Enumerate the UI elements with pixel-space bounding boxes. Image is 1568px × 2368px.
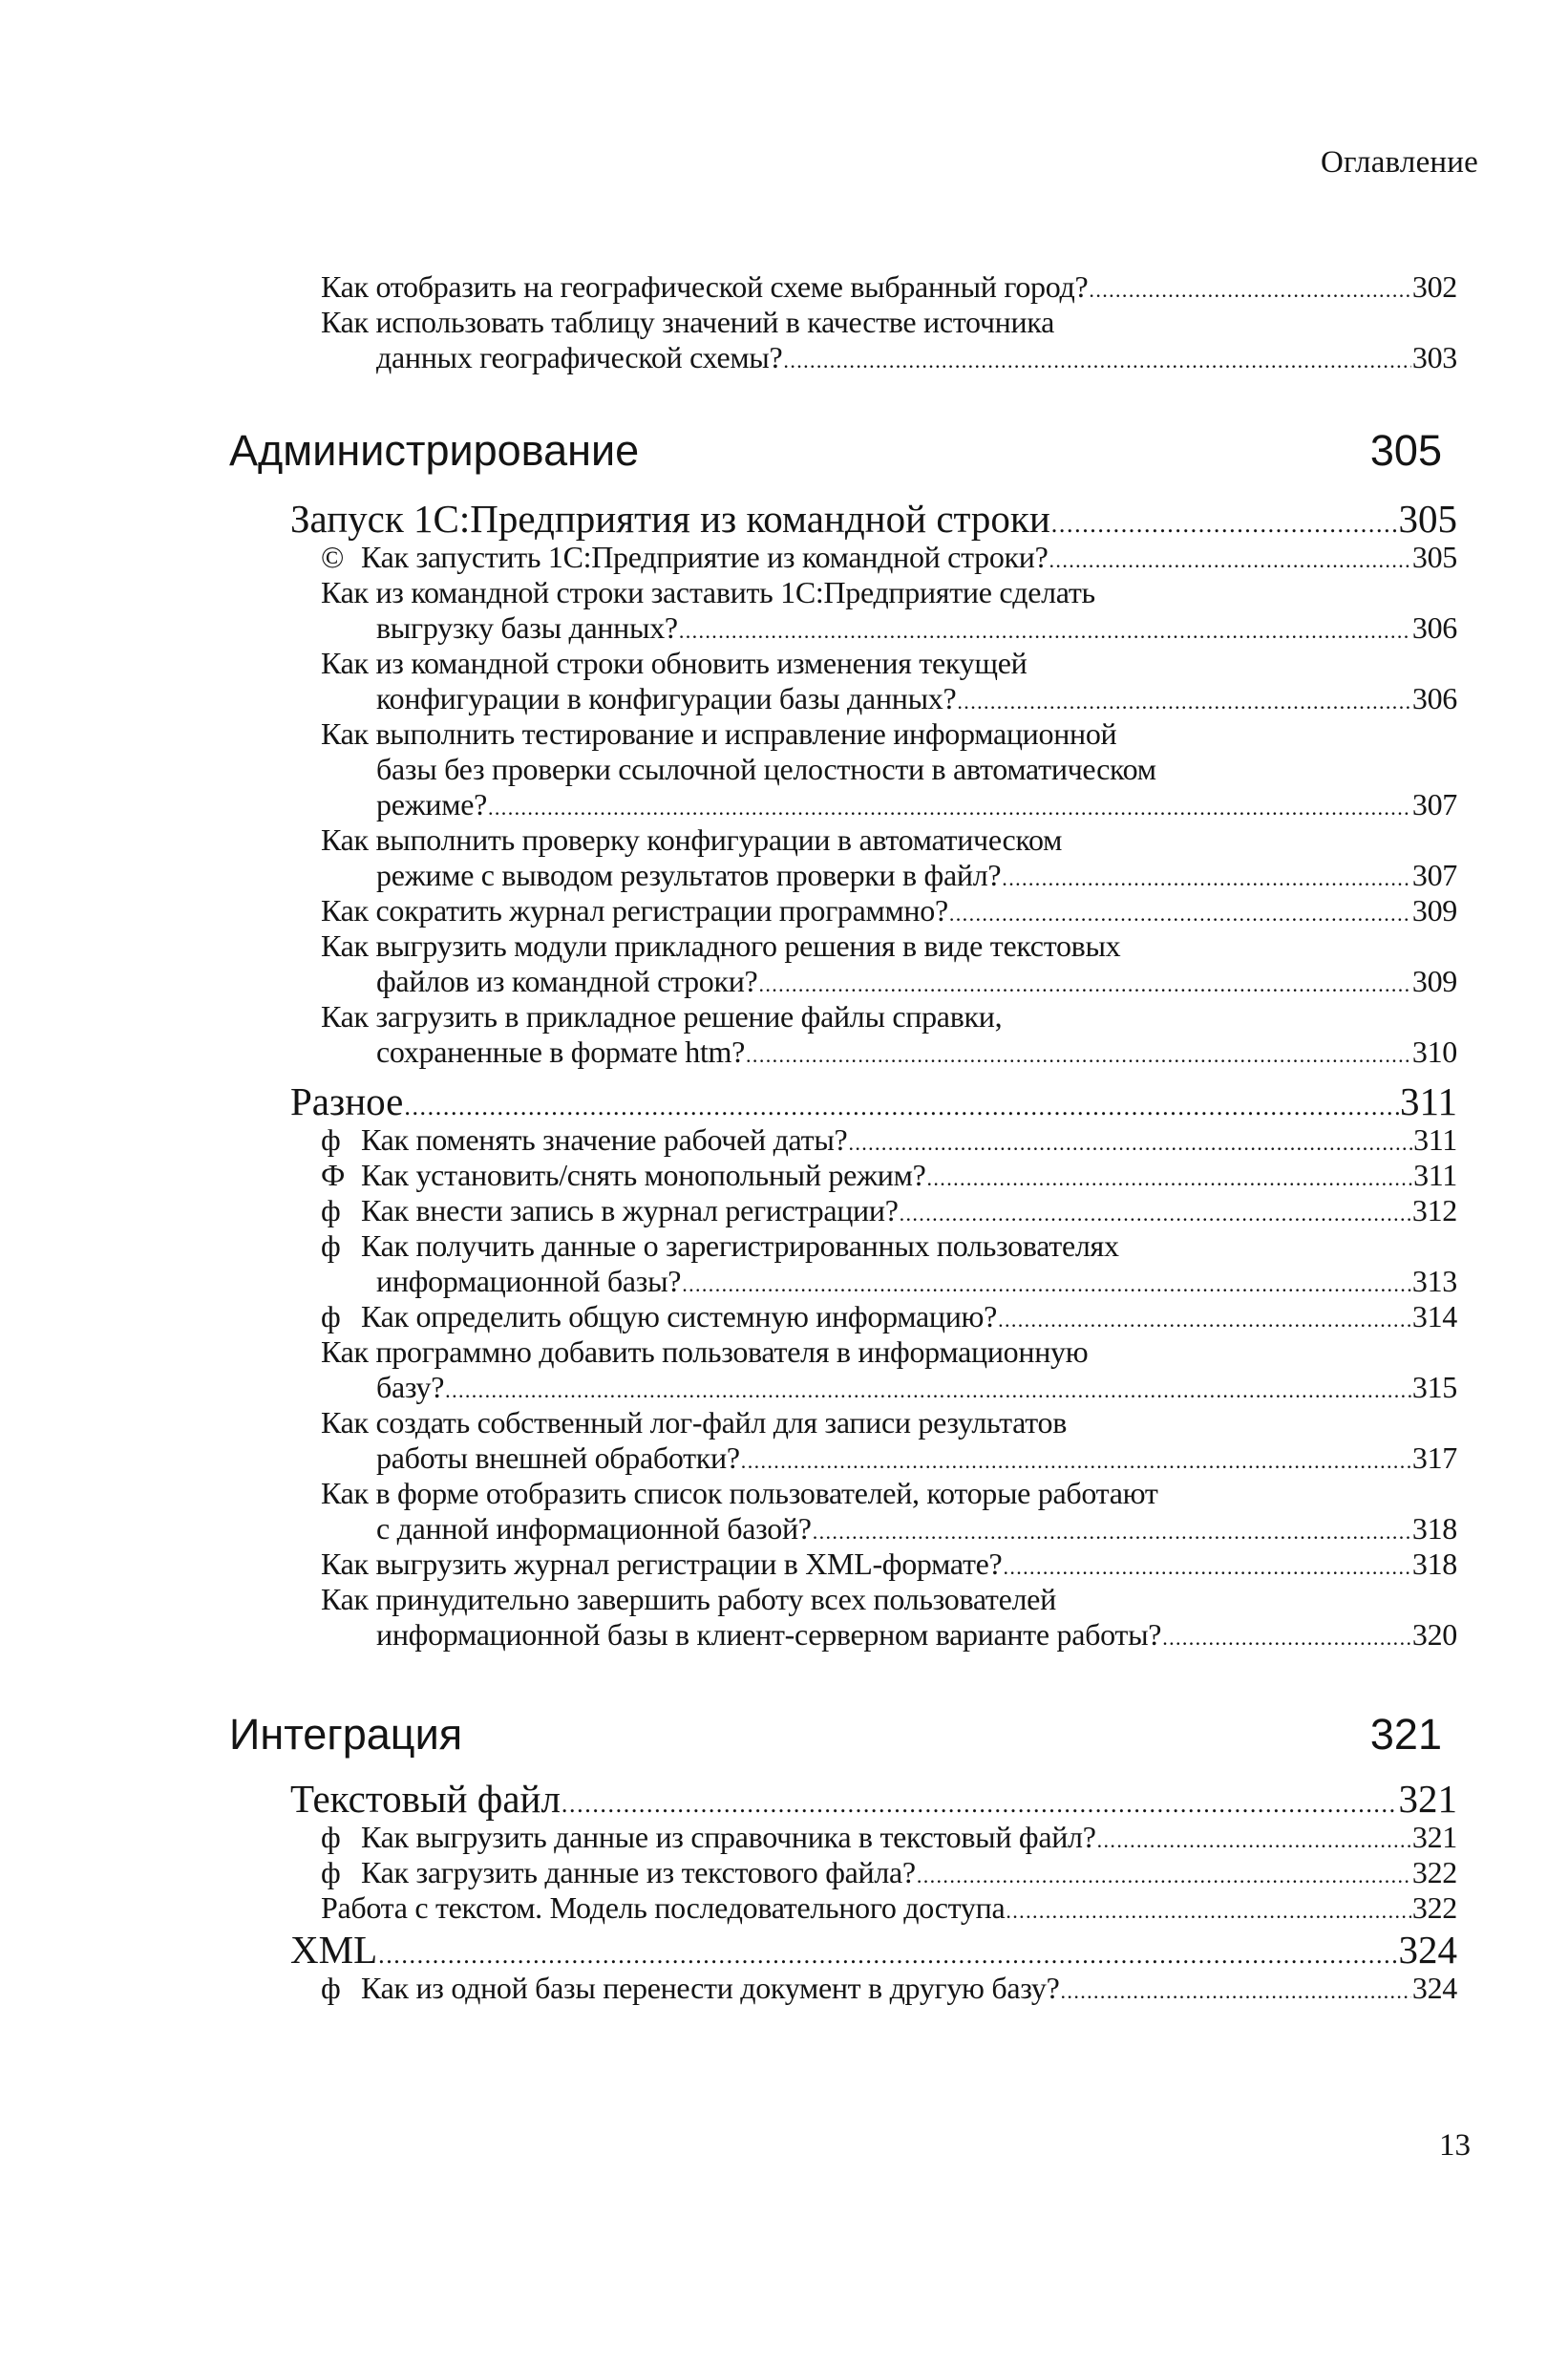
leader-dots (1006, 1893, 1411, 1929)
toc-entry[interactable] (321, 1582, 1457, 1655)
toc-entry[interactable] (321, 716, 1457, 825)
toc-entry[interactable] (321, 1228, 1457, 1302)
toc-entry-line: Как из командной строки заставить 1С:Предприятие сделать (321, 575, 1095, 609)
toc-entry-marker: © (321, 540, 345, 574)
toc-entry[interactable] (321, 646, 1457, 719)
toc-entry[interactable] (321, 1971, 1457, 2009)
leader-dots (1162, 1620, 1411, 1655)
toc-entry[interactable] (321, 822, 1457, 896)
toc-entry[interactable] (321, 1547, 1457, 1585)
toc-entry-page: 322 (1411, 1855, 1457, 1889)
toc-entry-page: 306 (1411, 681, 1457, 715)
running-head: Оглавление (1320, 145, 1478, 180)
toc-entry-page: 305 (1411, 540, 1457, 574)
toc-entry-line: Как запустить 1С:Предприятие из командной строки? (361, 540, 1049, 574)
toc-entry-text (376, 610, 678, 646)
toc-entry-line: Работа с текстом. Модель последовательного доступа (321, 1890, 1006, 1925)
section-title: XML (290, 1928, 378, 1972)
toc-entry[interactable] (321, 1820, 1457, 1858)
toc-entry-page: 315 (1411, 1370, 1457, 1404)
toc-entry-line: Как создать собственный лог-файл для записи результатов (321, 1405, 1068, 1440)
leader-dots (679, 613, 1411, 649)
toc-entry-page: 311 (1413, 1158, 1457, 1192)
chapter-heading-administration[interactable] (229, 426, 1442, 476)
leader-dots (1061, 1973, 1411, 2009)
toc-entry-line: Как из одной базы перенести документ в другую базу? (361, 1971, 1060, 2005)
toc-entry-marker: Ф (321, 1158, 345, 1192)
toc-entry-marker: ф (321, 1122, 341, 1157)
toc-entry-page: 318 (1411, 1547, 1457, 1581)
leader-dots (1089, 272, 1410, 308)
toc-entry-line: Как принудительно завершить работу всех пользователей (321, 1582, 1056, 1616)
leader-dots (1002, 861, 1411, 896)
toc-entry-line: Как в форме отобразить список пользователей, которые работают (321, 1476, 1158, 1510)
toc-entry[interactable] (321, 575, 1457, 649)
toc-entry-page: 309 (1411, 893, 1457, 928)
toc-entry-line: Как внести запись в журнал регистрации? (361, 1193, 899, 1227)
toc-entry-page: 321 (1411, 1820, 1457, 1854)
leader-dots (848, 1125, 1412, 1161)
toc-entry-page: 307 (1411, 858, 1457, 892)
leader-dots (783, 343, 1410, 378)
chapter-title: Администрирование (229, 426, 640, 475)
leader-dots (1049, 543, 1411, 578)
toc-entry-text (321, 1820, 1096, 1855)
toc-entry-line: режиме с выводом результатов проверки в файл? (376, 858, 1002, 892)
toc-entry-page: 322 (1411, 1890, 1457, 1925)
toc-entry-marker: ф (321, 1820, 341, 1854)
toc-entry-text (321, 1193, 899, 1228)
toc-entry-text (321, 540, 1049, 575)
toc-entry-text (376, 858, 1001, 893)
toc-entry-page: 303 (1411, 340, 1457, 374)
toc-entry-line: выгрузку базы данных? (376, 610, 678, 645)
section-page: 311 (1400, 1079, 1457, 1123)
toc-entry-line: информационной базы? (376, 1264, 682, 1298)
toc-entry[interactable] (321, 1193, 1457, 1231)
leader-dots (1003, 1549, 1410, 1585)
page-number: 13 (1439, 2128, 1471, 2163)
toc-entry-text (321, 1855, 916, 1890)
leader-dots (746, 1037, 1411, 1073)
toc-entry-text (321, 1122, 847, 1158)
leader-dots (488, 790, 1411, 825)
section-title: Разное (290, 1079, 404, 1123)
toc-entry-text (321, 1547, 1002, 1582)
toc-entry[interactable] (321, 1476, 1457, 1549)
toc-entry-line: Как выгрузить журнал регистрации в XML-формате? (321, 1547, 1003, 1581)
toc-entry-line: Как использовать таблицу значений в качестве источника (321, 305, 1054, 339)
toc-entry-line-text: Как получить данные о зарегистрированных пользователях (361, 1228, 1119, 1263)
leader-dots (917, 1858, 1411, 1893)
toc-entry-page: 311 (1413, 1122, 1457, 1157)
toc-entry[interactable] (321, 1855, 1457, 1893)
toc-entry-line: файлов из командной строки? (376, 964, 758, 998)
leader-dots (682, 1267, 1411, 1302)
toc-entry-text (321, 1890, 1005, 1926)
leader-dots (927, 1161, 1413, 1196)
section-title: Запуск 1С:Предприятия из командной строки (290, 497, 1050, 541)
toc-entry-text (376, 340, 782, 375)
toc-entry-line: базу? (376, 1370, 445, 1404)
toc-entry[interactable] (321, 269, 1457, 308)
leader-dots (998, 1302, 1411, 1337)
toc-entry-page: 313 (1411, 1264, 1457, 1298)
leader-dots (1097, 1823, 1411, 1858)
toc-entry-line: Как установить/снять монопольный режим? (361, 1158, 926, 1192)
toc-entry-line: режиме? (376, 787, 487, 821)
toc-entry-marker: ф (321, 1971, 341, 2005)
toc-entry-line: Как загрузить данные из текстового файла? (361, 1855, 916, 1889)
toc-entry-page: 309 (1411, 964, 1457, 998)
leader-dots (900, 1196, 1411, 1231)
section-page: 305 (1398, 497, 1457, 541)
toc-entry[interactable] (321, 893, 1457, 931)
toc-entry-text (376, 787, 487, 822)
toc-entry-line: сохраненные в формате htm? (376, 1035, 746, 1069)
toc-entry-text (376, 1370, 444, 1405)
leader-dots (741, 1443, 1411, 1479)
toc-entry-page: 314 (1411, 1299, 1457, 1333)
toc-entry[interactable] (321, 305, 1457, 378)
toc-entry-line: Как определить общую системную информацию? (361, 1299, 998, 1333)
toc-entry-text (376, 1511, 812, 1547)
toc-entry-line: Как выгрузить данные из справочника в текстовый файл? (361, 1820, 1096, 1854)
toc-entry-page: 317 (1411, 1440, 1457, 1475)
toc-entry-text (321, 1158, 926, 1193)
toc-entry-page: 324 (1411, 1971, 1457, 2005)
toc-entry[interactable] (321, 1334, 1457, 1408)
leader-dots (445, 1373, 1411, 1408)
toc-entry-page: 312 (1411, 1193, 1457, 1227)
toc-entry-line: Как поменять значение рабочей даты? (361, 1122, 848, 1157)
toc-entry[interactable] (321, 540, 1457, 578)
section-title: Текстовый файл (290, 1777, 561, 1821)
leader-dots (949, 896, 1411, 931)
leader-dots (957, 684, 1410, 719)
toc-entry-page: 302 (1411, 269, 1457, 304)
toc-entry-page: 307 (1411, 787, 1457, 821)
toc-entry-text (376, 1264, 681, 1299)
toc-entry-page: 306 (1411, 610, 1457, 645)
toc-entry-text (321, 269, 1088, 305)
chapter-page: 321 (1369, 1710, 1442, 1759)
toc-entry[interactable] (321, 999, 1457, 1073)
toc-entry-line: Как выполнить проверку конфигурации в автоматическом (321, 822, 1063, 857)
toc-entry-marker: ф (321, 1228, 341, 1263)
toc-entry-marker: ф (321, 1855, 341, 1889)
leader-dots (813, 1514, 1411, 1549)
toc-entry-line: Как сократить журнал регистрации программно? (321, 893, 948, 928)
chapter-title: Интеграция (229, 1710, 463, 1759)
toc-entry-line: конфигурации в конфигурации базы данных? (376, 681, 957, 715)
toc-entry-line: информационной базы в клиент-серверном варианте работы? (376, 1617, 1162, 1652)
toc-entry-text (321, 1299, 997, 1334)
toc-entry-line: работы внешней обработки? (376, 1440, 740, 1475)
toc-entry-line: Как отобразить на географической схеме выбранный город? (321, 269, 1089, 304)
toc-entry-line: Как загрузить в прикладное решение файлы справки, (321, 999, 1003, 1034)
toc-entry[interactable] (321, 1122, 1457, 1161)
toc-entry-line: Как выгрузить модули прикладного решения в виде текстовых (321, 928, 1121, 963)
toc-entry-page: 320 (1411, 1617, 1457, 1652)
toc-entry-page: 310 (1411, 1035, 1457, 1069)
toc-entry[interactable] (321, 1158, 1457, 1196)
toc-entry-text (376, 1035, 745, 1070)
chapter-heading-integration[interactable] (229, 1710, 1442, 1760)
toc-entry-line: Как программно добавить пользователя в информационную (321, 1334, 1089, 1369)
leader-dots (758, 967, 1410, 1002)
chapter-page: 305 (1369, 426, 1442, 475)
section-page: 321 (1398, 1777, 1457, 1821)
toc-entry-text (321, 893, 948, 928)
toc-entry-page: 318 (1411, 1511, 1457, 1546)
toc-entry-line (321, 1228, 1457, 1264)
toc-entry[interactable] (321, 1890, 1457, 1929)
toc-entry-text (376, 681, 956, 716)
toc-entry-line: Как из командной строки обновить изменения текущей (321, 646, 1028, 680)
toc-entry-line: Как выполнить тестирование и исправление информационной (321, 716, 1117, 751)
toc-entry-text (376, 1440, 740, 1476)
toc-entry-line: базы без проверки ссылочной целостности в автоматическом (376, 752, 1156, 786)
toc-entry-marker: ф (321, 1299, 341, 1333)
toc-entry[interactable] (321, 1299, 1457, 1337)
toc-entry-text (321, 1971, 1060, 2006)
toc-entry-line: с данной информационной базой? (376, 1511, 812, 1546)
toc-entry[interactable] (321, 928, 1457, 1002)
toc-entry[interactable] (321, 1405, 1457, 1479)
toc-entry-text (376, 964, 757, 999)
toc-entry-line: данных географической схемы? (376, 340, 783, 374)
toc-entry-marker: ф (321, 1193, 341, 1227)
toc-entry-text (376, 1617, 1161, 1653)
section-page: 324 (1398, 1928, 1457, 1972)
